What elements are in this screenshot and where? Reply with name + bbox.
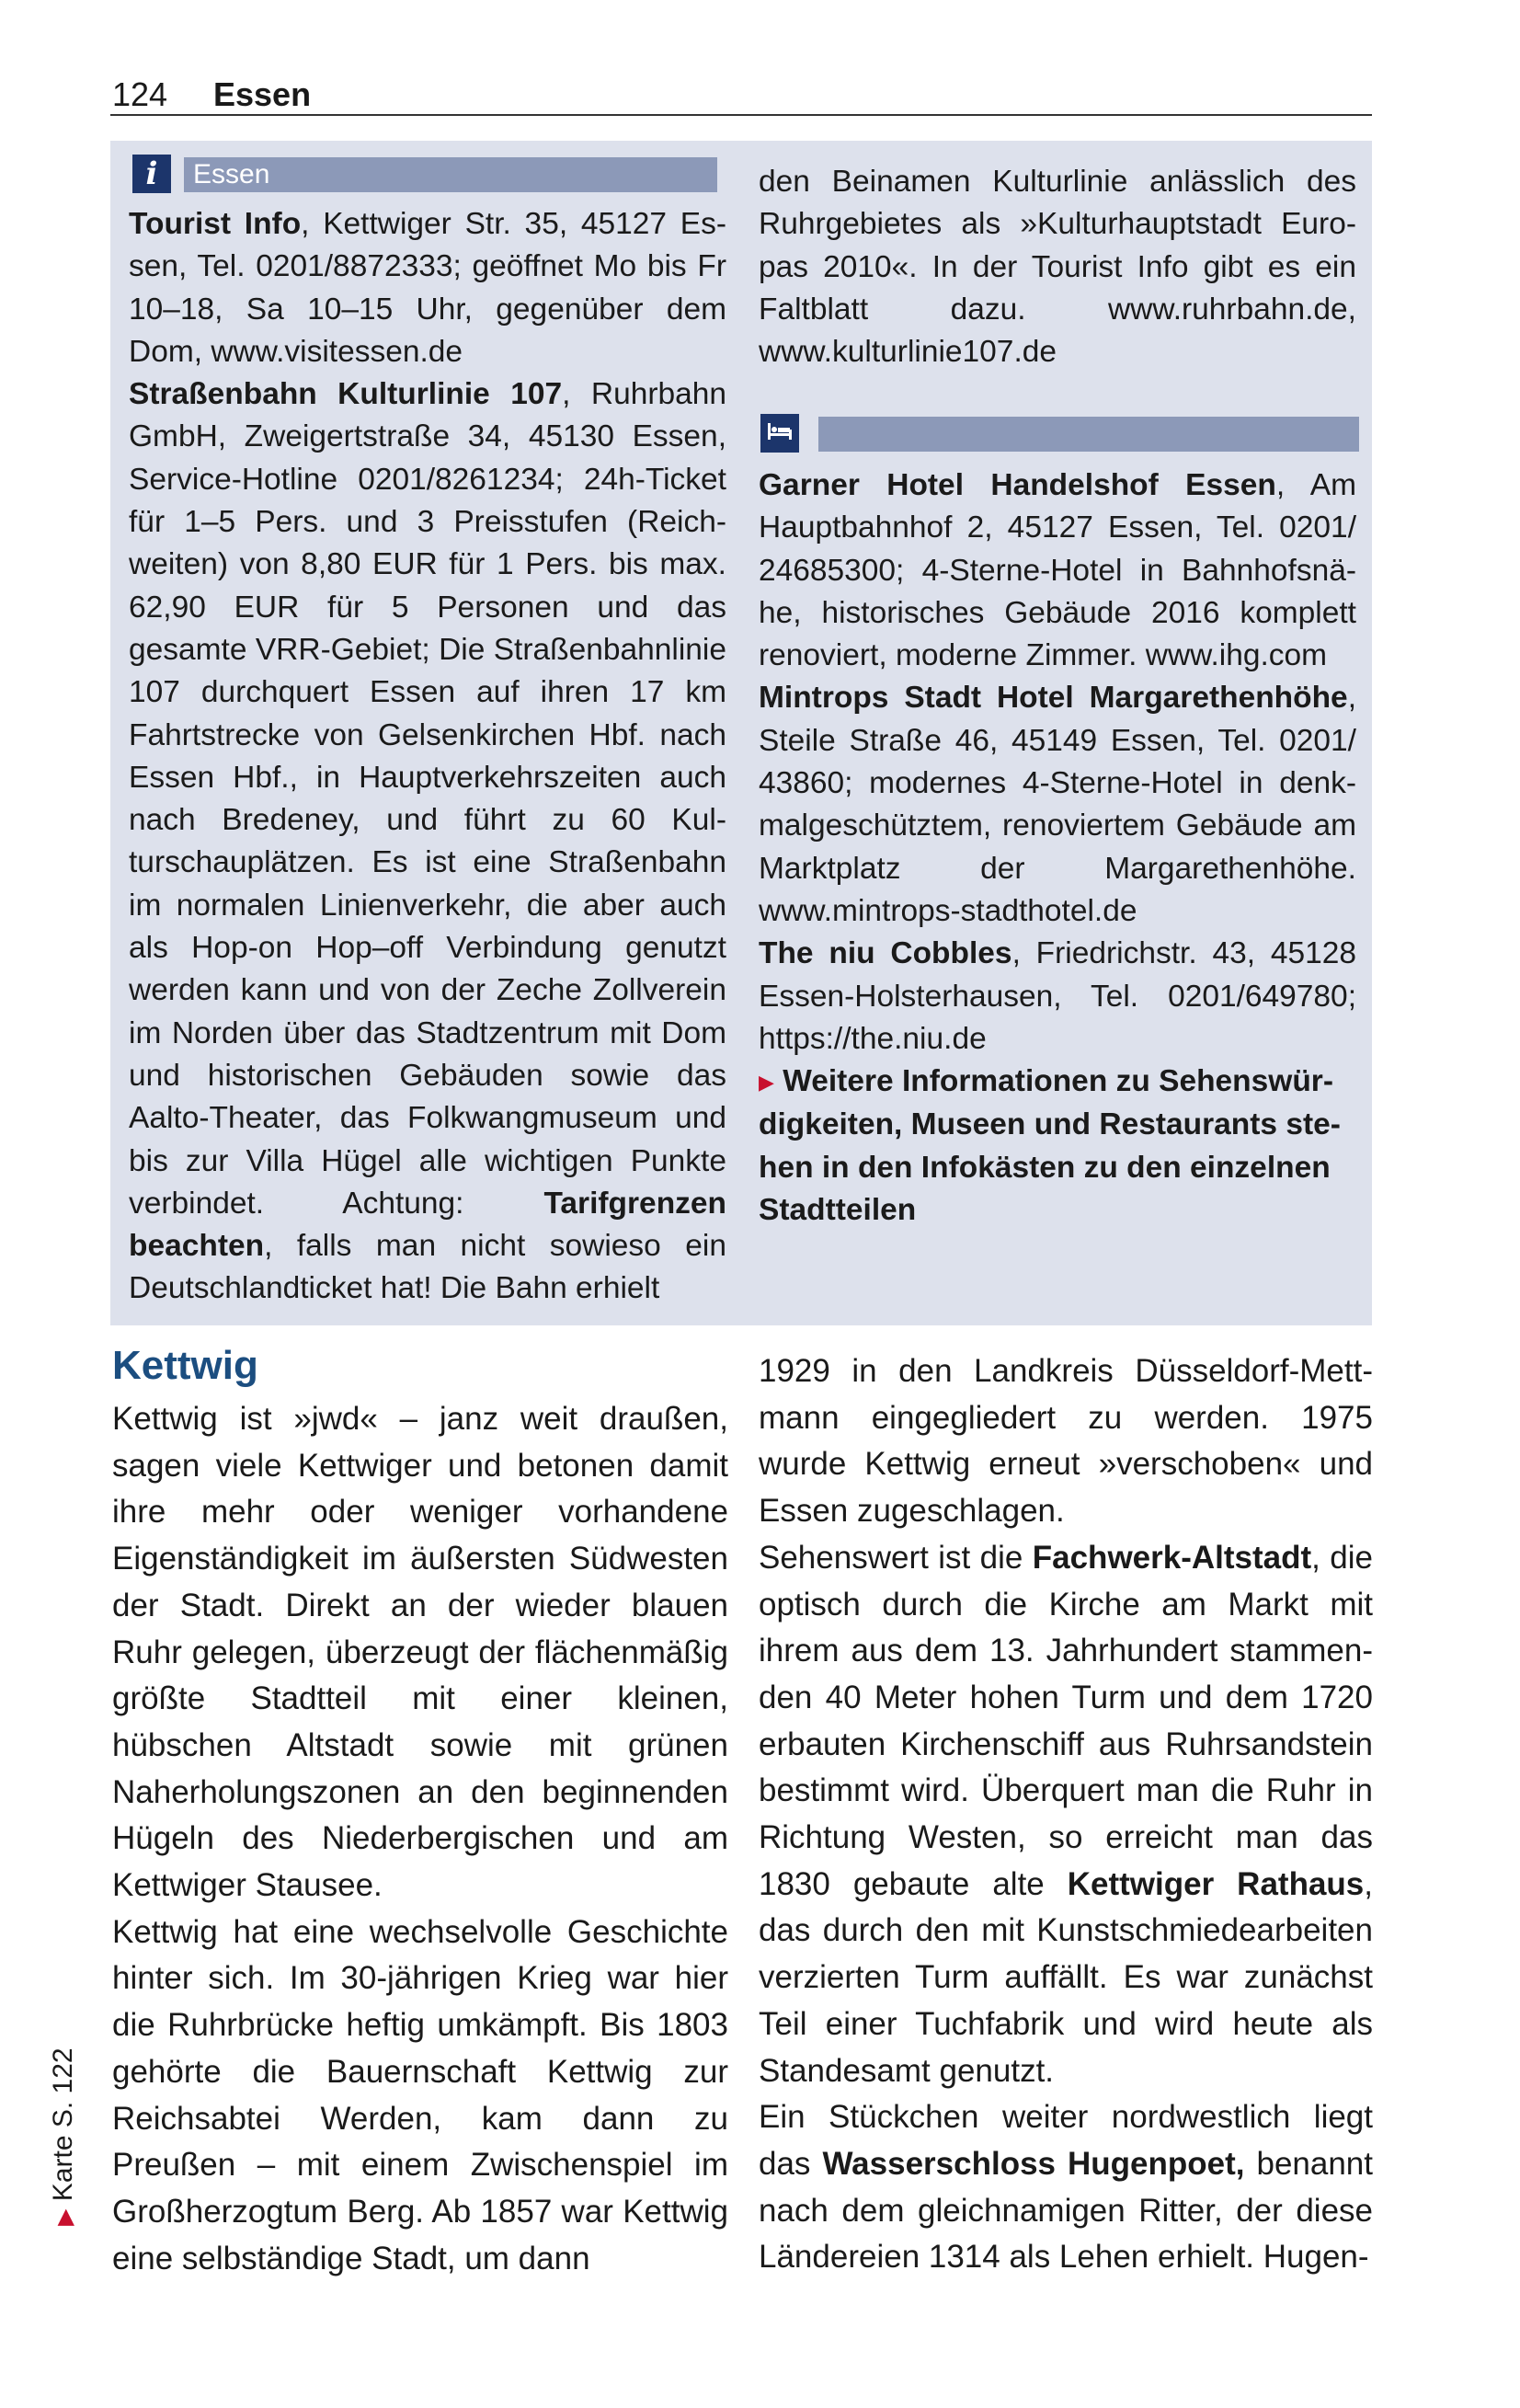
info-left-column <box>129 203 726 1311</box>
body-right-column <box>759 1348 1373 2281</box>
info-box-label: Essen <box>184 157 717 192</box>
running-header <box>110 74 1372 116</box>
hotel-entry: Mintrops Stadt Hotel Margarethenhöhe, Steile Straße 46, 45149 Essen, Tel. 0201/ 43860; modernes 4-Sterne-Hotel in denkmalgeschütztem, renoviertem Gebäude am Marktplatz der Margarethenhöhe. www.mintrops-stadthotel.de <box>759 681 1356 928</box>
tram-entry: Straßenbahn Kulturlinie 107, Ruhrbahn GmbH, Zweigertstraße 34, 45130 Essen, Service-Hotline 0201/8261234; 24h-Ticket für 1–5 Pers. und 3 Preisstufen (Reichweiten) von 8,80 EUR für 1 Pers. bis max. 62,90 EUR für 5 Personen und das gesamte VRR-Gebiet; Die Straßenbahnlinie 107 durchquert Essen auf ihren 17 km Fahrtstrecke von Gelsenkirchen Hbf. nach Essen Hbf., in Hauptverkehrszeiten auch nach Bredeney, und führt zu 60 Kulturschauplätzen. Es ist eine Straßenbahn im normalen Linienverkehr, die aber auch als Hop-on Hop–off Verbindung genutzt werden kann und von der Zeche Zollverein im Norden über das Stadtzentrum mit Dom und historischen Gebäuden sowie das Aalto-Theater, das Folkwangmuseum und bis zur Villa Hügel alle wichtigen Punkte verbindet. Achtung: Tarifgrenzen beachten, falls man nicht sowieso ein Deutschlandticket hat! Die Bahn erhielt <box>129 377 727 1306</box>
hotel-entry: Garner Hotel Handelshof Essen, Am Hauptbahnhof 2, 45127 Essen, Tel. 0201/ 24685300; 4-Sterne-Hotel in Bahnhofsnähe, historisches Gebäude 2016 komplett renoviert, moderne Zimmer. www.ihg.com <box>759 468 1356 673</box>
info-right-intro: den Beinamen Kulturlinie anlässlich des Ruhrgebietes als »Kulturhauptstadt Europas 2010«. In der Tourist Info gibt es ein Faltblatt dazu. www.ruhrbahn.de, www.kulturlinie107.de <box>759 165 1356 370</box>
info-icon: i <box>132 155 171 193</box>
page-number: 124 <box>112 75 168 113</box>
paragraph: Kettwig hat eine wechselvolle Geschichte hinter sich. Im 30-jährigen Krieg war hier die Ruhrbrücke heftig umkämpft. Bis 1803 gehörte die Bauernschaft Kettwig zur Reichsabtei Werden, kam dann zu Preußen – mit einem Zwischenspiel im Großherzogtum Berg. Ab 1857 war Kettwig eine selbständige Stadt, um dann <box>112 1913 728 2276</box>
more-info-note: ▶ Weitere Informationen zu Sehenswürdigkeiten, Museen und Restaurants stehen in den Infokästen zu den einzelnen Stadtteilen <box>759 1064 1341 1228</box>
paragraph: 1929 in den Landkreis Düsseldorf-Mettmann eingegliedert zu werden. 1975 wurde Kettwig erneut »verschoben« und Essen zugeschlagen. <box>759 1353 1373 1530</box>
arrow-icon: ▶ <box>759 1071 774 1095</box>
section-title: Kettwig <box>112 1343 258 1388</box>
paragraph: Ein Stückchen weiter nordwestlich liegt das Wasserschloss Hugenpoet, benannt nach dem gleichnamigen Ritter, der diese Ländereien 1314 als Lehen erhielt. Hugen- <box>759 2099 1373 2276</box>
lodging-label-bar <box>818 417 1359 452</box>
info-box <box>110 141 1372 1325</box>
hotel-list <box>759 464 1356 1232</box>
paragraph: Kettwig ist »jwd« – janz weit draußen, sagen viele Kettwiger und betonen damit ihre mehr oder weniger vorhandene Eigenständigkeit im äußersten Südwesten der Stadt. Direkt an der wieder blauen Ruhr gelegen, überzeugt der flächenmäßig größte Stadtteil mit einer kleinen, hübschen Altstadt sowie mit grünen Naherholungszonen an den beginnenden Hügeln des Niederbergischen und am Kettwiger Stausee. <box>112 1401 728 1904</box>
running-title: Essen <box>213 75 312 113</box>
bed-icon <box>760 414 799 453</box>
paragraph: Sehenswert ist die Fachwerk-Altstadt, die optisch durch die Kirche am Markt mit ihrem aus dem 13. Jahrhundert stammenden 40 Meter hohen Turm und dem 1720 erbauten Kirchenschiff aus Ruhrsandstein bestimmt wird. Überquert man die Ruhr in Richtung Westen, so erreicht man das 1830 gebaute alte Kettwiger Rathaus, das durch den mit Kunstschmiedearbeiten verzierten Turm auffällt. Es war zunächst Teil einer Tuchfabrik und wird heute als Standesamt genutzt. <box>759 1539 1373 2089</box>
map-reference: ▶ Karte S. 122 <box>48 2047 78 2226</box>
tourist-info-entry: Tourist Info, Kettwiger Str. 35, 45127 Essen, Tel. 0201/8872333; geöffnet Mo bis Fr 10–18, Sa 10–15 Uhr, gegenüber dem Dom, www.visitessen.de <box>129 207 726 369</box>
body-left-column <box>112 1396 728 2282</box>
hotel-entry: The niu Cobbles, Friedrichstr. 43, 45128 Essen-Holsterhausen, Tel. 0201/649780; https://the.niu.de <box>759 936 1356 1056</box>
triangle-icon: ▶ <box>52 2208 77 2226</box>
